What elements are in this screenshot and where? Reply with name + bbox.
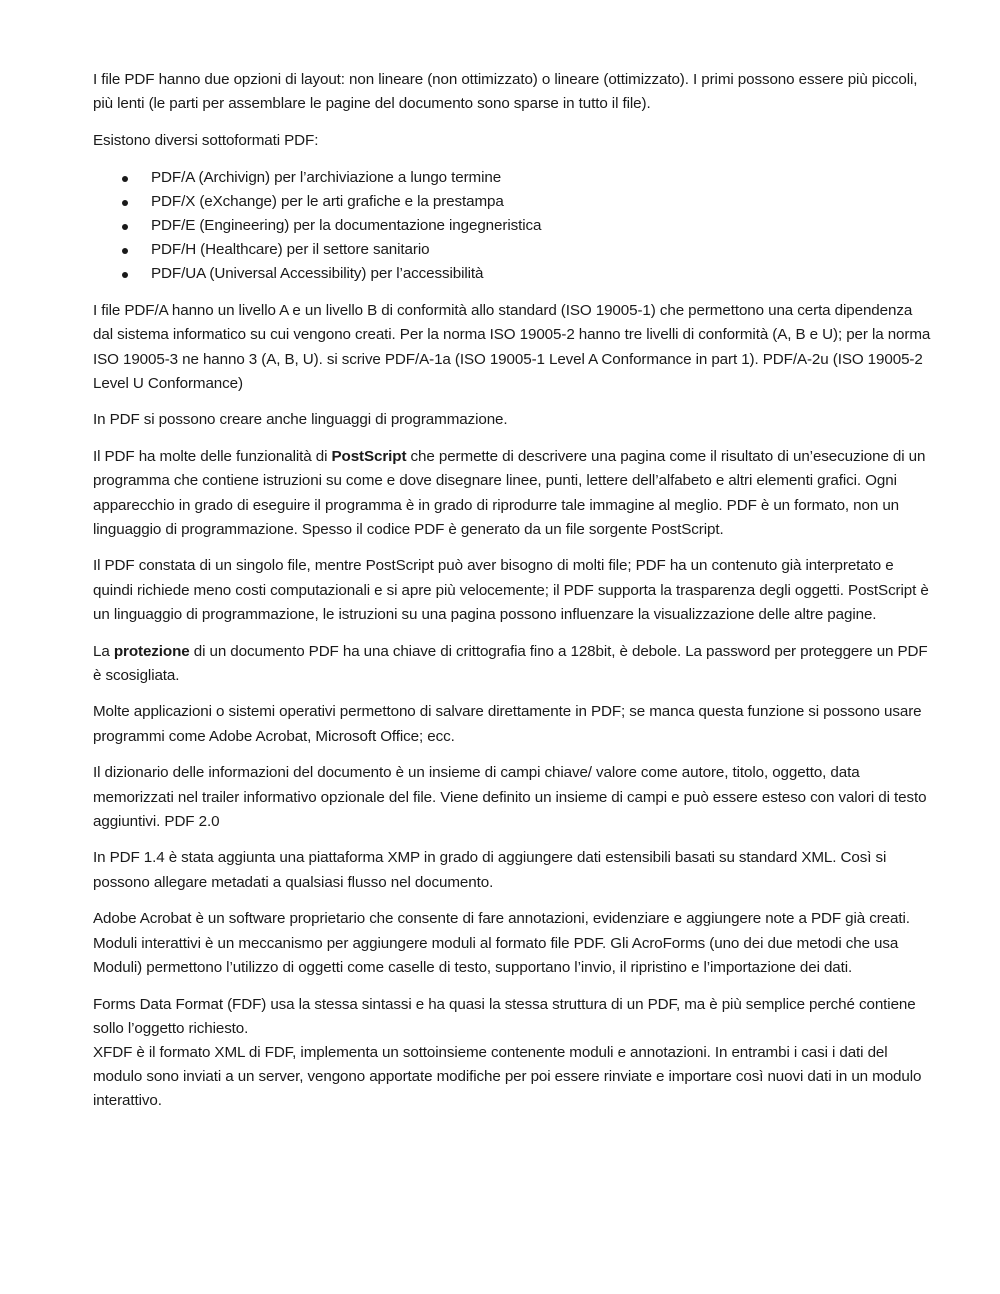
document-page	[93, 68, 933, 1126]
paragraph-pdfa-conformance: I file PDF/A hanno un livello A e un livello B di conformità allo standard (ISO 19005-1) che permettono una certa dipendenza dal sistema informatico su cui vengono creati. Per la norma ISO 19005-2 hanno tre livelli di conformità (A, B e U); per la norma ISO 19005-3 ne hanno 3 (A, B, U). si scrive PDF/A-1a (ISO 19005-1 Level A Conformance in part 1). PDF/A-2u (ISO 19005-2 Level U Conformance)	[93, 302, 931, 392]
text-line: Forms Data Format (FDF) usa la stessa sintassi e ha quasi la stessa struttura di un PDF, ma è più semplice perché contiene sollo l’oggetto richiesto.	[93, 995, 916, 1037]
text-line: XFDF è il formato XML di FDF, implementa un sottoinsieme contenente moduli e annotazioni. In entrambi i casi i dati del modulo sono inviati a un server, vengono apportate modifiche per poi essere rinviate e importare così nuovi dati in un modulo interattivo.	[93, 1043, 922, 1110]
bold-term-postscript: PostScript	[331, 448, 407, 466]
paragraph-pdf-vs-postscript: Il PDF constata di un singolo file, mentre PostScript può aver bisogno di molti file; PDF ha un contenuto già interpretato e quindi richiede meno costi computazionali e si apre più velocemente; il PDF supporta la trasparenza degli oggetti. PostScript è un linguaggio di programmazione, le istruzioni su una pagina possono influenzare la visualizzazione delle altre pagine.	[93, 557, 929, 623]
text-run: La	[93, 642, 114, 660]
paragraph-fdf-xfdf	[93, 993, 933, 1114]
paragraph-xmp: In PDF 1.4 è stata aggiunta una piattaforma XMP in grado di aggiungere dati estensibili basati su standard XML. Così si possono allegare metadati a qualsiasi flusso nel documento.	[93, 849, 887, 891]
list-item	[151, 262, 933, 286]
bullet-icon	[122, 200, 128, 206]
bullet-icon	[122, 176, 128, 182]
list-item	[151, 214, 933, 238]
bold-term-protezione: protezione	[113, 642, 190, 660]
paragraph-info-dictionary: Il dizionario delle informazioni del documento è un insieme di campi chiave/ valore come autore, titolo, oggetto, data memorizzati nel trailer informativo opzionale del file. Viene definito un insieme di campi e può essere esteso con valori di testo aggiuntivi. PDF 2.0	[93, 764, 927, 830]
list-item-text: PDF/X (eXchange) per le arti grafiche e la prestampa	[151, 192, 504, 210]
paragraph-subformats-intro: Esistono diversi sottoformati PDF:	[93, 131, 319, 149]
bullet-icon	[122, 272, 128, 278]
paragraph-protection	[93, 640, 933, 688]
subformats-list	[93, 166, 933, 287]
paragraph-save-as-pdf: Molte applicazioni o sistemi operativi permettono di salvare direttamente in PDF; se manca questa funzione si possono usare programmi come Adobe Acrobat, Microsoft Office; ecc.	[93, 703, 922, 745]
text-run: di un documento PDF ha una chiave di crittografia fino a 128bit, è debole. La password per proteggere un PDF è scosigliata.	[93, 642, 928, 684]
list-item-text: PDF/A (Archivign) per l’archiviazione a lungo termine	[151, 168, 502, 186]
paragraph-postscript	[93, 445, 933, 542]
paragraph-programming: In PDF si possono creare anche linguaggi di programmazione.	[93, 411, 508, 429]
text-line: Moduli interattivi è un meccanismo per aggiungere moduli al formato file PDF. Gli AcroForms (uno dei due metodi che usa Moduli) permettono l’utilizzo di oggetti come caselle di testo, supportano l’invio, il ripristino e l’importazione dei dati.	[93, 934, 899, 976]
list-item	[151, 190, 933, 214]
text-run: che permette di descrivere una pagina come il risultato di un’esecuzione di un programma che contiene istruzioni su come e dove disegnare linee, punti, lettere dell’alfabeto e altri elementi grafici. Ogni apparecchio in grado di eseguire il programma è in grado di riprodurre tale immagine al meglio. PDF è un formato, non un linguaggio di programmazione. Spesso il codice PDF è generato da un file sorgente PostScript.	[93, 448, 926, 538]
text-line: Adobe Acrobat è un software proprietario che consente di fare annotazioni, evidenziare e aggiungere note a PDF già creati.	[93, 910, 910, 928]
list-item	[151, 166, 933, 190]
list-item-text: PDF/E (Engineering) per la documentazione ingegneristica	[151, 217, 542, 235]
text-run: Il PDF ha molte delle funzionalità di	[93, 448, 332, 466]
bullet-icon	[122, 248, 128, 254]
paragraph-acrobat-forms	[93, 907, 933, 980]
list-item-text: PDF/UA (Universal Accessibility) per l’accessibilità	[151, 265, 484, 283]
list-item-text: PDF/H (Healthcare) per il settore sanitario	[151, 241, 430, 259]
bullet-icon	[122, 224, 128, 230]
list-item	[151, 238, 933, 262]
paragraph-layout-options: I file PDF hanno due opzioni di layout: non lineare (non ottimizzato) o lineare (ottimizzato). I primi possono essere più piccoli, più lenti (le parti per assemblare le pagine del documento sono sparse in tutto il file).	[93, 71, 918, 113]
